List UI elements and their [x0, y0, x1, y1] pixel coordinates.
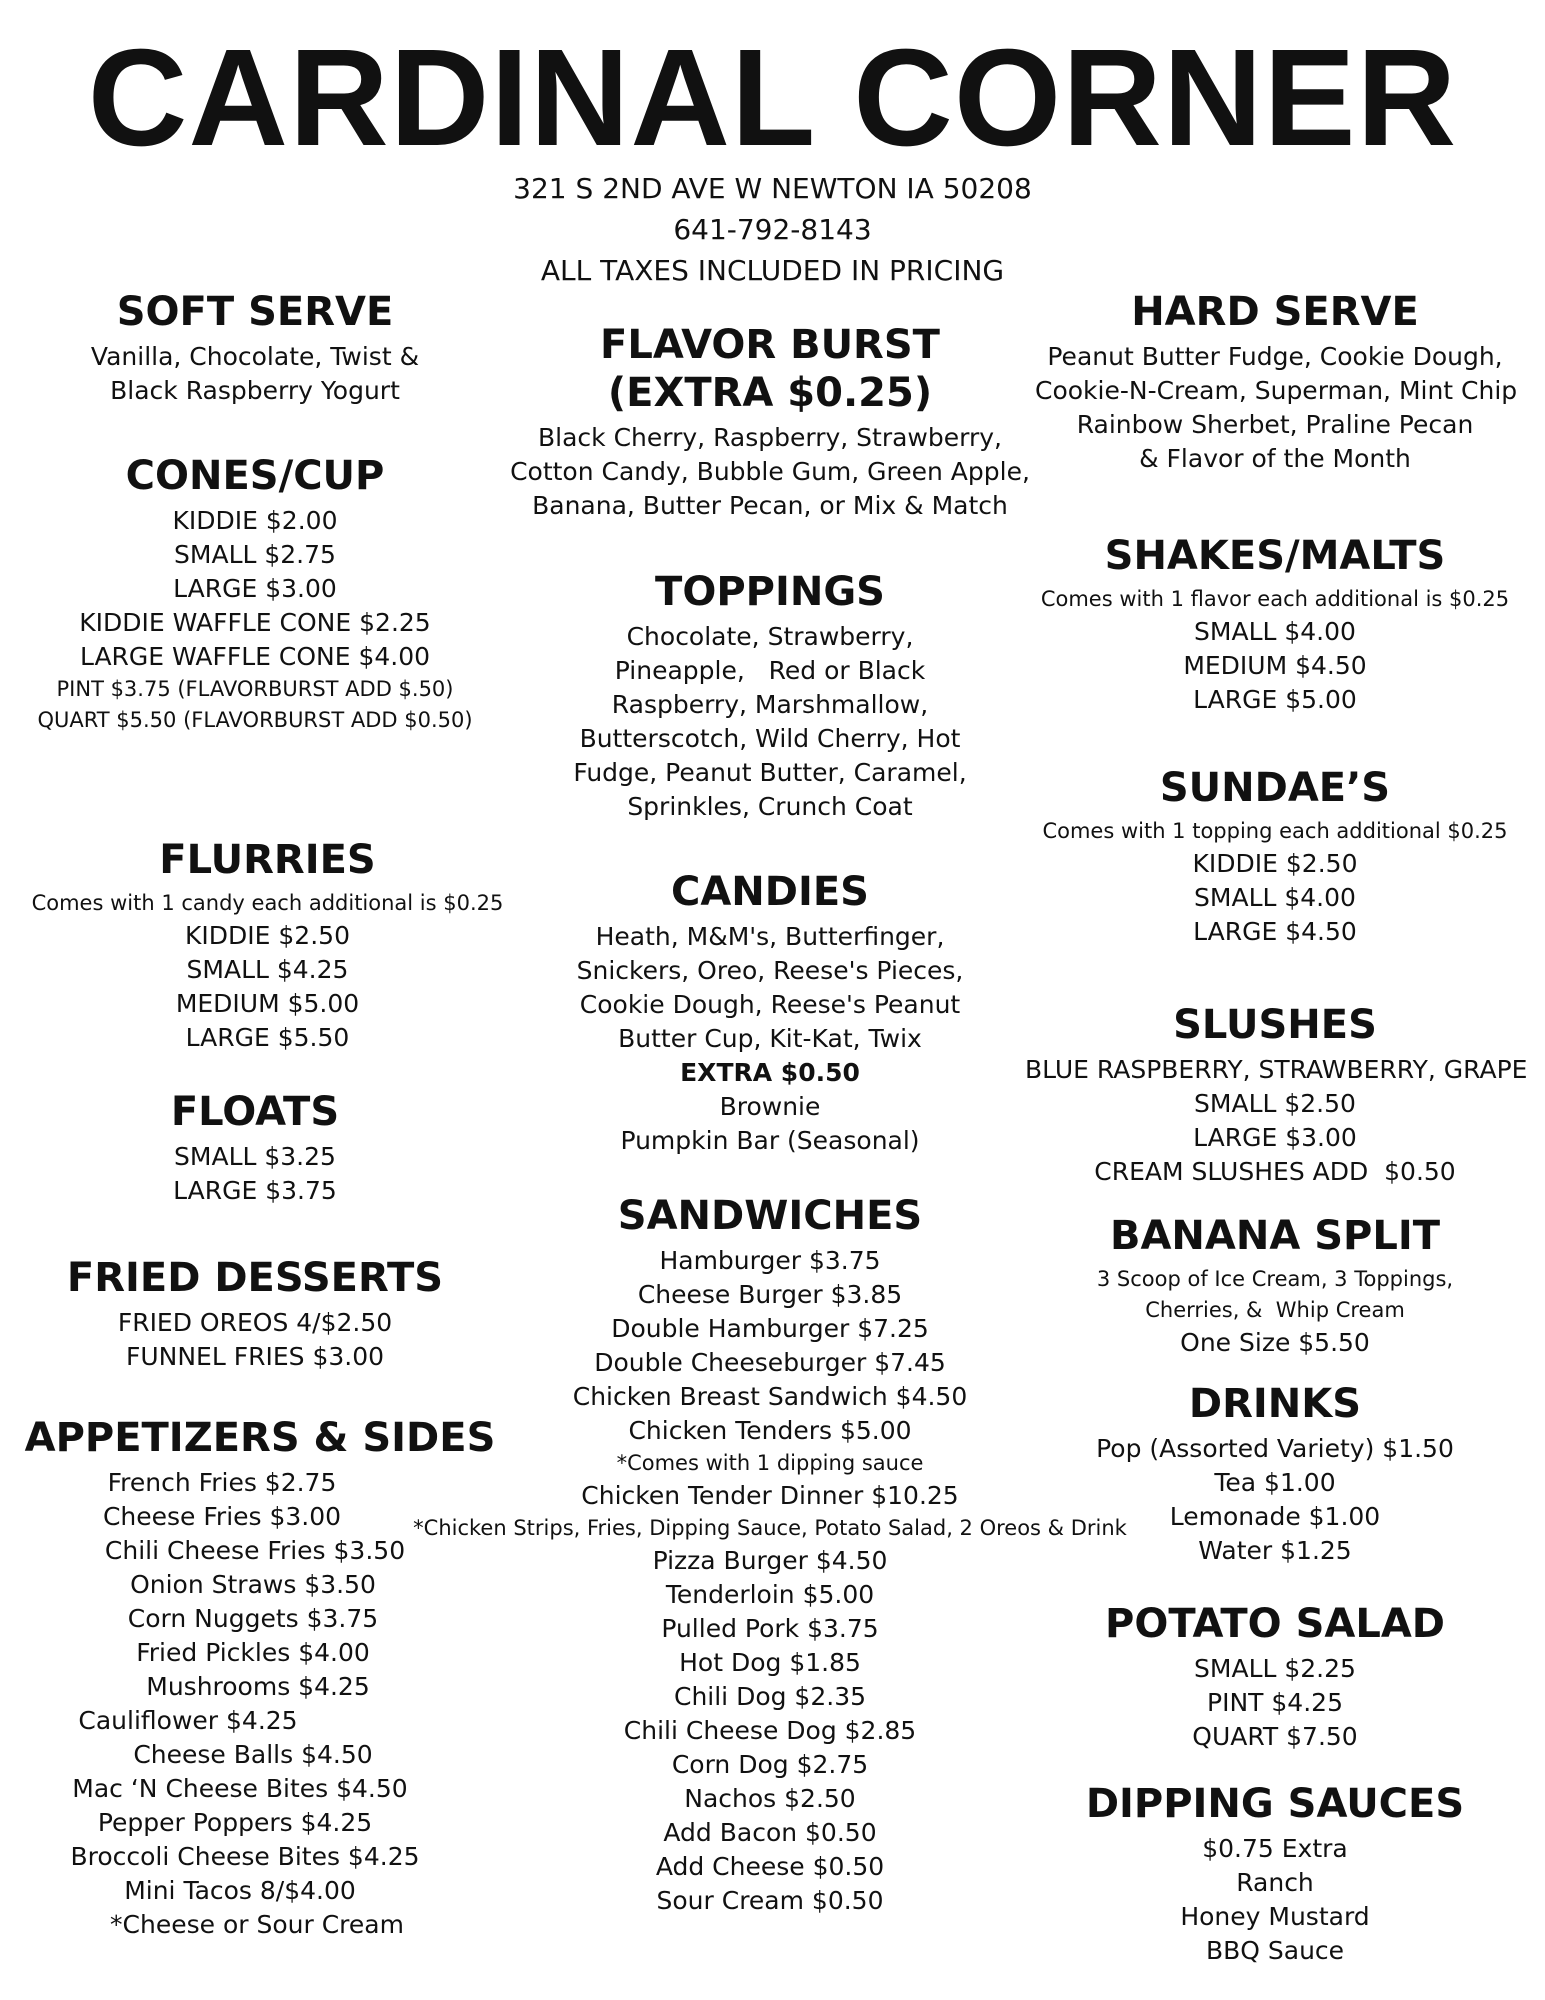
section-heading: SANDWICHES — [617, 1193, 923, 1239]
menu-line: Pop (Assorted Variety) $1.50 — [1096, 1434, 1454, 1463]
menu-line: LARGE $5.00 — [1193, 685, 1357, 714]
menu-line: SMALL $4.00 — [1194, 883, 1356, 912]
menu-line: Add Bacon $0.50 — [663, 1818, 877, 1847]
menu-line: Nachos $2.50 — [684, 1784, 856, 1813]
sandwiches-section — [410, 1192, 1130, 1918]
menu-line: Chili Cheese Fries $3.50 — [104, 1536, 406, 1565]
menu-line: MEDIUM $5.00 — [175, 989, 360, 1018]
menu-line: KIDDIE WAFFLE CONE $2.25 — [79, 608, 431, 637]
section-heading: FLOATS — [170, 1089, 340, 1135]
menu-line: Snickers, Oreo, Reese's Pieces, — [576, 956, 964, 985]
menu-line: KIDDIE $2.50 — [1192, 849, 1358, 878]
candies-section — [540, 868, 1000, 1158]
menu-line: Chili Cheese Dog $2.85 — [623, 1716, 917, 1745]
menu-line: Corn Dog $2.75 — [671, 1750, 869, 1779]
menu-line: French Fries $2.75 — [107, 1468, 337, 1497]
menu-line: Sour Cream $0.50 — [656, 1886, 884, 1915]
menu-line: & Flavor of the Month — [1139, 444, 1411, 473]
menu-line: Onion Straws $3.50 — [130, 1570, 376, 1599]
section-heading: CONES/CUP — [125, 453, 385, 499]
menu-line: Pumpkin Bar (Seasonal) — [620, 1126, 920, 1155]
menu-line: LARGE WAFFLE CONE $4.00 — [79, 642, 431, 671]
phone: 641-792-8143 — [673, 213, 872, 246]
restaurant-info — [0, 168, 1545, 291]
menu-line: Cherries, & Whip Cream — [1145, 1298, 1405, 1322]
section-heading: APPETIZERS & SIDES — [24, 1415, 496, 1461]
section-heading: CANDIES — [670, 869, 869, 915]
menu-line: Cookie-N-Cream, Superman, Mint Chip — [1035, 376, 1518, 405]
menu-line: Hot Dog $1.85 — [679, 1648, 861, 1677]
menu-line: Double Cheeseburger $7.45 — [594, 1348, 946, 1377]
section-heading: BANANA SPLIT — [1109, 1213, 1441, 1259]
menu-line: LARGE $3.00 — [1193, 1123, 1357, 1152]
menu-line: SMALL $3.25 — [174, 1142, 336, 1171]
toppings-section — [540, 568, 1000, 824]
menu-line: Raspberry, Marshmallow, — [611, 690, 929, 719]
menu-line: FRIED OREOS 4/$2.50 — [117, 1308, 393, 1337]
fried-desserts-section — [40, 1254, 470, 1374]
menu-line: Cheese Fries $3.00 — [102, 1502, 342, 1531]
menu-line: SMALL $4.25 — [186, 955, 349, 984]
section-heading: DIPPING SAUCES — [1085, 1781, 1465, 1827]
menu-line: Chicken Breast Sandwich $4.50 — [572, 1382, 968, 1411]
menu-line: Peanut Butter Fudge, Cookie Dough, — [1047, 342, 1503, 371]
menu-line: LARGE $3.75 — [173, 1176, 337, 1205]
address: 321 S 2ND AVE W NEWTON IA 50208 — [513, 172, 1032, 205]
menu-line: Chicken Tender Dinner $10.25 — [581, 1481, 959, 1510]
dipping-sauces-section — [1035, 1780, 1515, 1968]
menu-line: PINT $4.25 — [1207, 1688, 1343, 1717]
menu-line: QUART $5.50 (FLAVORBURST ADD $0.50) — [37, 708, 473, 732]
menu-line: KIDDIE $2.50 — [185, 921, 350, 950]
restaurant-title: CARDINAL CORNER — [87, 21, 1458, 175]
menu-line: Fudge, Peanut Butter, Caramel, — [573, 758, 967, 787]
menu-line: Ranch — [1236, 1868, 1314, 1897]
menu-line: SMALL $2.50 — [1194, 1089, 1356, 1118]
section-heading: SHAKES/MALTS — [1104, 533, 1446, 579]
menu-line: Chocolate, Strawberry, — [626, 622, 914, 651]
flavor-burst-section — [500, 321, 1040, 523]
section-heading: POTATO SALAD — [1105, 1601, 1445, 1647]
menu-line: LARGE $5.50 — [185, 1023, 350, 1052]
menu-line: KIDDIE $2.00 — [172, 506, 338, 535]
slushes-section — [1025, 1001, 1528, 1189]
menu-line: Broccoli Cheese Bites $4.25 — [70, 1842, 420, 1871]
menu-note: *Comes with 1 dipping sauce — [616, 1451, 924, 1475]
menu-line: Butterscotch, Wild Cherry, Hot — [579, 724, 961, 753]
section-heading: HARD SERVE — [1131, 289, 1419, 335]
menu-line: Add Cheese $0.50 — [655, 1852, 885, 1881]
sundaes-section — [1025, 764, 1525, 949]
menu-line: Cookie Dough, Reese's Peanut — [579, 990, 961, 1019]
menu-line: Tea $1.00 — [1214, 1468, 1336, 1497]
menu-line: QUART $7.50 — [1192, 1722, 1358, 1751]
menu-line: *Cheese or Sour Cream — [110, 1910, 404, 1939]
menu-line: One Size $5.50 — [1180, 1328, 1370, 1357]
menu-line: Honey Mustard — [1180, 1902, 1370, 1931]
menu-line: SMALL $2.25 — [1194, 1654, 1356, 1683]
section-heading: SLUSHES — [1173, 1002, 1377, 1048]
banana-split-section — [1035, 1212, 1515, 1360]
menu-line: Butter Cup, Kit-Kat, Twix — [618, 1024, 922, 1053]
menu-line: Cotton Candy, Bubble Gum, Green Apple, — [510, 457, 1030, 486]
menu-line: Cauliflower $4.25 — [78, 1706, 298, 1735]
section-heading: FLAVOR BURST — [600, 322, 940, 368]
section-heading: DRINKS — [1188, 1381, 1362, 1427]
menu-line: Vanilla, Chocolate, Twist & — [90, 342, 420, 371]
floats-section — [60, 1088, 450, 1208]
soft-serve-section — [60, 288, 450, 408]
menu-note: *Chicken Strips, Fries, Dipping Sauce, Potato Salad, 2 Oreos & Drink — [413, 1516, 1127, 1540]
menu-line: LARGE $4.50 — [1193, 917, 1357, 946]
menu-line: Black Raspberry Yogurt — [110, 376, 400, 405]
menu-line: Pulled Pork $3.75 — [661, 1614, 879, 1643]
section-heading: FLURRIES — [159, 837, 376, 883]
section-note: Comes with 1 topping each additional $0.25 — [1042, 819, 1508, 843]
section-heading-price: (EXTRA $0.25) — [607, 370, 933, 416]
menu-line: Mac ‘N Cheese Bites $4.50 — [72, 1774, 408, 1803]
menu-line: MEDIUM $4.50 — [1183, 651, 1367, 680]
menu-line: 3 Scoop of Ice Cream, 3 Toppings, — [1096, 1267, 1454, 1291]
section-heading: SUNDAE’S — [1159, 765, 1391, 811]
section-note: Comes with 1 candy each additional is $0.25 — [31, 891, 504, 915]
menu-line: Banana, Butter Pecan, or Mix & Match — [532, 491, 1008, 520]
menu-line: Water $1.25 — [1198, 1536, 1352, 1565]
section-heading: SOFT SERVE — [116, 289, 394, 335]
hard-serve-section — [1035, 288, 1518, 476]
menu-line: Chili Dog $2.35 — [673, 1682, 867, 1711]
candies-extra-price: EXTRA $0.50 — [680, 1058, 860, 1087]
menu-line: SMALL $4.00 — [1194, 617, 1356, 646]
menu-line: FUNNEL FRIES $3.00 — [125, 1342, 385, 1371]
menu-line: Fried Pickles $4.00 — [136, 1638, 370, 1667]
section-note: Comes with 1 flavor each additional is $0.25 — [1040, 587, 1510, 611]
cones-section — [10, 452, 500, 736]
menu-line: Tenderloin $5.00 — [665, 1580, 875, 1609]
menu-line: BLUE RASPBERRY, STRAWBERRY, GRAPE — [1025, 1055, 1528, 1084]
menu-line: Cheese Balls $4.50 — [133, 1740, 373, 1769]
menu-line: Black Cherry, Raspberry, Strawberry, — [538, 423, 1002, 452]
menu-line: BBQ Sauce — [1205, 1936, 1345, 1965]
menu-line: LARGE $3.00 — [173, 574, 337, 603]
section-heading: FRIED DESSERTS — [66, 1255, 444, 1301]
menu-line: Double Hamburger $7.25 — [611, 1314, 929, 1343]
menu-line: PINT $3.75 (FLAVORBURST ADD $.50) — [56, 677, 454, 701]
menu-line: Rainbow Sherbet, Praline Pecan — [1076, 410, 1474, 439]
shakes-section — [1025, 532, 1525, 717]
menu-line: Mini Tacos 8/$4.00 — [124, 1876, 356, 1905]
menu-line: Pepper Poppers $4.25 — [97, 1808, 373, 1837]
menu-line: Heath, M&M's, Butterfinger, — [595, 922, 945, 951]
section-heading: TOPPINGS — [655, 569, 885, 615]
flurries-section — [10, 836, 525, 1055]
menu-line: Mushrooms $4.25 — [146, 1672, 370, 1701]
menu-line: CREAM SLUSHES ADD $0.50 — [1094, 1157, 1456, 1186]
potato-salad-section — [1035, 1600, 1515, 1754]
drinks-section — [1035, 1380, 1515, 1568]
menu-line: $0.75 Extra — [1202, 1834, 1348, 1863]
menu-line: Sprinkles, Crunch Coat — [627, 792, 913, 821]
menu-line: Brownie — [719, 1092, 821, 1121]
menu-line: Hamburger $3.75 — [659, 1246, 881, 1275]
menu-line: Lemonade $1.00 — [1169, 1502, 1381, 1531]
menu-line: Cheese Burger $3.85 — [637, 1280, 903, 1309]
menu-line: Pizza Burger $4.50 — [652, 1546, 888, 1575]
menu-line: Chicken Tenders $5.00 — [628, 1416, 912, 1445]
menu-line: Corn Nuggets $3.75 — [127, 1604, 379, 1633]
menu-line: SMALL $2.75 — [174, 540, 336, 569]
menu-line: Pineapple, Red or Black — [614, 656, 926, 685]
tax-note: ALL TAXES INCLUDED IN PRICING — [540, 254, 1005, 287]
